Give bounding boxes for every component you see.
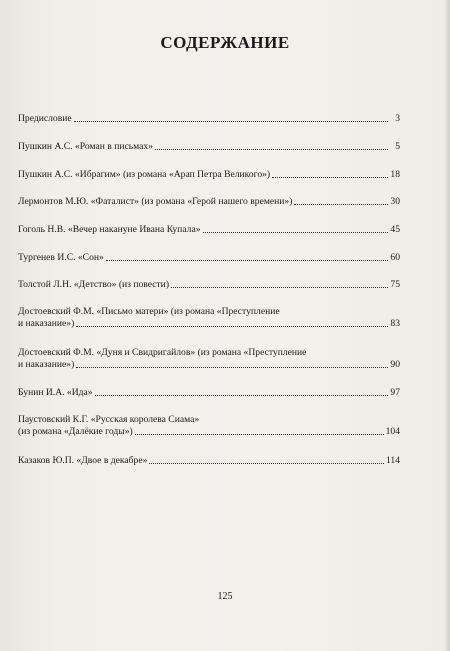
toc-entry-tolstoy — [18, 279, 400, 291]
toc-page-number: 104 — [385, 426, 400, 437]
toc-entry-title-line: Достоевский Ф.М. «Письмо матери» (из романа «Преступление — [18, 306, 280, 317]
toc-line — [18, 169, 400, 181]
toc-entry-turgenev — [18, 252, 400, 264]
toc-entry-title: Бунин И.А. «Ида» — [18, 387, 93, 398]
toc-entry-title-line: Паустовский К.Г. «Русская королева Сиама» — [18, 414, 200, 425]
toc-line — [18, 141, 400, 153]
toc-entry-title-continued: и наказание») — [18, 359, 75, 370]
toc-entry-dostoevsky-letter — [18, 306, 400, 330]
toc-page-number: 45 — [390, 224, 400, 235]
toc-entry-title: Лермонтов М.Ю. «Фаталист» (из романа «Герой нашего времени») — [18, 196, 293, 207]
toc-entry-title: Тургенев И.С. «Сон» — [18, 252, 104, 263]
toc-line — [18, 426, 400, 438]
page-edge-shadow — [444, 0, 450, 651]
dot-leader — [149, 462, 384, 464]
toc-line — [18, 113, 400, 125]
toc-entry-paustovsky — [18, 414, 400, 438]
dot-leader — [106, 259, 388, 261]
toc-line — [18, 387, 400, 399]
dot-leader — [294, 203, 388, 205]
toc-page-number: 97 — [390, 387, 400, 398]
toc-entry-preface — [18, 113, 400, 125]
toc-line — [18, 224, 400, 236]
page-title: СОДЕРЖАНИЕ — [160, 33, 290, 52]
toc-page-number: 60 — [390, 252, 400, 263]
toc-entry-dostoevsky-dunya — [18, 347, 400, 371]
toc-entry-title-continued: (из романа «Далёкие годы») — [18, 426, 133, 437]
toc-entry-pushkin-ibragim — [18, 169, 400, 181]
toc-page-number: 90 — [390, 359, 400, 370]
toc-entry-title-line: Достоевский Ф.М. «Дуня и Свидригайлов» (из романа «Преступление — [18, 347, 307, 358]
toc-line — [18, 279, 400, 291]
dot-leader — [155, 148, 388, 150]
toc-entry-title: Толстой Л.Н. «Детство» (из повести) — [18, 279, 170, 290]
dot-leader — [76, 366, 388, 368]
toc-line — [18, 252, 400, 264]
toc-line — [18, 455, 400, 467]
toc-entry-title-continued: и наказание») — [18, 318, 75, 329]
toc-entry-lermontov — [18, 196, 400, 208]
toc-entry-bunin — [18, 387, 400, 399]
toc-page-number: 114 — [385, 455, 400, 466]
dot-leader — [203, 231, 388, 233]
toc-line — [18, 359, 400, 371]
dot-leader — [95, 394, 388, 396]
toc-entry-title: Пушкин А.С. «Роман в письмах» — [18, 141, 153, 152]
toc-entry-kazakov — [18, 455, 400, 467]
toc-page-number: 83 — [390, 318, 400, 329]
toc-entry-title: Казаков Ю.П. «Двое в декабре» — [18, 455, 148, 466]
page-number: 125 — [217, 591, 233, 602]
toc-page-number: 5 — [395, 141, 400, 152]
toc-line — [18, 196, 400, 208]
dot-leader — [272, 176, 388, 178]
toc-entry-title: Гоголь Н.В. «Вечер накануне Ивана Купала» — [18, 224, 201, 235]
toc-page-number: 30 — [390, 196, 400, 207]
toc-entry-gogol — [18, 224, 400, 236]
toc-entry-title: Предисловие — [18, 113, 72, 124]
dot-leader — [74, 120, 388, 122]
dot-leader — [76, 325, 388, 327]
dot-leader — [171, 286, 388, 288]
toc-page-number: 75 — [390, 279, 400, 290]
toc-page-number: 3 — [395, 113, 400, 124]
dot-leader — [135, 433, 384, 435]
toc-entry-pushkin-roman — [18, 141, 400, 153]
toc-line — [18, 318, 400, 330]
toc-entry-title: Пушкин А.С. «Ибрагим» (из романа «Арап Петра Великого») — [18, 169, 271, 180]
toc-page-number: 18 — [390, 169, 400, 180]
